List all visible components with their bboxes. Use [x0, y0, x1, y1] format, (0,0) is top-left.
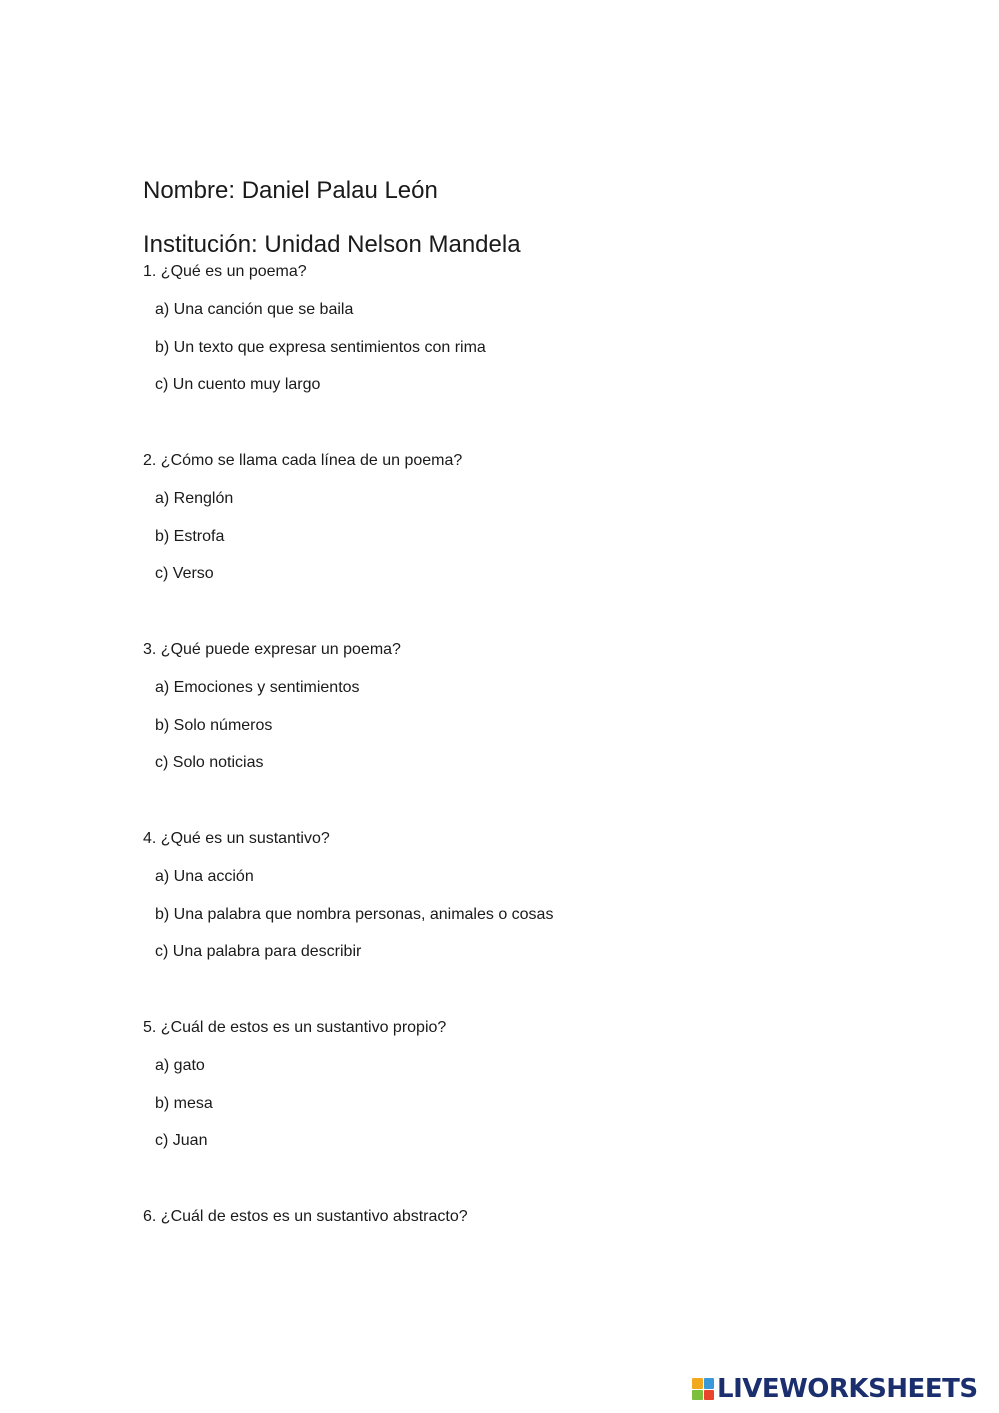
- question-text: 4. ¿Qué es un sustantivo?: [143, 830, 330, 847]
- answer-option[interactable]: c) Verso: [155, 565, 214, 583]
- liveworksheets-logo-icon: [692, 1378, 714, 1400]
- question-4: [143, 828, 843, 1017]
- answer-option[interactable]: b) Estrofa: [155, 527, 225, 545]
- answer-option[interactable]: c) Una palabra para describir: [155, 943, 362, 961]
- answer-option[interactable]: b) Una palabra que nombra personas, animales o cosas: [155, 905, 554, 923]
- question-1: [143, 261, 843, 450]
- question-text: 5. ¿Cuál de estos es un sustantivo propio?: [143, 1019, 447, 1036]
- question-2: [143, 450, 843, 639]
- question-6: [143, 1206, 843, 1395]
- student-name: Nombre: Daniel Palau León: [143, 177, 438, 204]
- question-text: 6. ¿Cuál de estos es un sustantivo abstracto?: [143, 1208, 468, 1225]
- brand-wordmark: LIVEWORKSHEETS: [717, 1374, 978, 1404]
- liveworksheets-branding: [692, 1373, 978, 1405]
- answer-option[interactable]: a) Una canción que se baila: [155, 300, 354, 318]
- answer-option[interactable]: c) Juan: [155, 1132, 208, 1150]
- logo-tile: [704, 1390, 715, 1401]
- question-text: 3. ¿Qué puede expresar un poema?: [143, 641, 401, 658]
- answer-option[interactable]: a) Una acción: [155, 867, 254, 885]
- answer-option[interactable]: a) Emociones y sentimientos: [155, 678, 360, 696]
- question-3: [143, 639, 843, 828]
- logo-tile: [704, 1378, 715, 1389]
- answer-option[interactable]: b) mesa: [155, 1094, 213, 1112]
- answer-option[interactable]: b) Un texto que expresa sentimientos con rima: [155, 338, 486, 356]
- question-text: 1. ¿Qué es un poema?: [143, 263, 307, 280]
- quiz-questions: [143, 261, 843, 1395]
- question-text: 2. ¿Cómo se llama cada línea de un poema?: [143, 452, 463, 469]
- logo-tile: [692, 1378, 703, 1389]
- answer-option[interactable]: c) Un cuento muy largo: [155, 376, 321, 394]
- answer-option[interactable]: a) Renglón: [155, 489, 234, 507]
- logo-tile: [692, 1390, 703, 1401]
- answer-option[interactable]: b) Solo números: [155, 716, 273, 734]
- question-5: [143, 1017, 843, 1206]
- answer-option[interactable]: a) gato: [155, 1056, 205, 1074]
- institution-name: Institución: Unidad Nelson Mandela: [143, 231, 521, 258]
- answer-option[interactable]: c) Solo noticias: [155, 754, 264, 772]
